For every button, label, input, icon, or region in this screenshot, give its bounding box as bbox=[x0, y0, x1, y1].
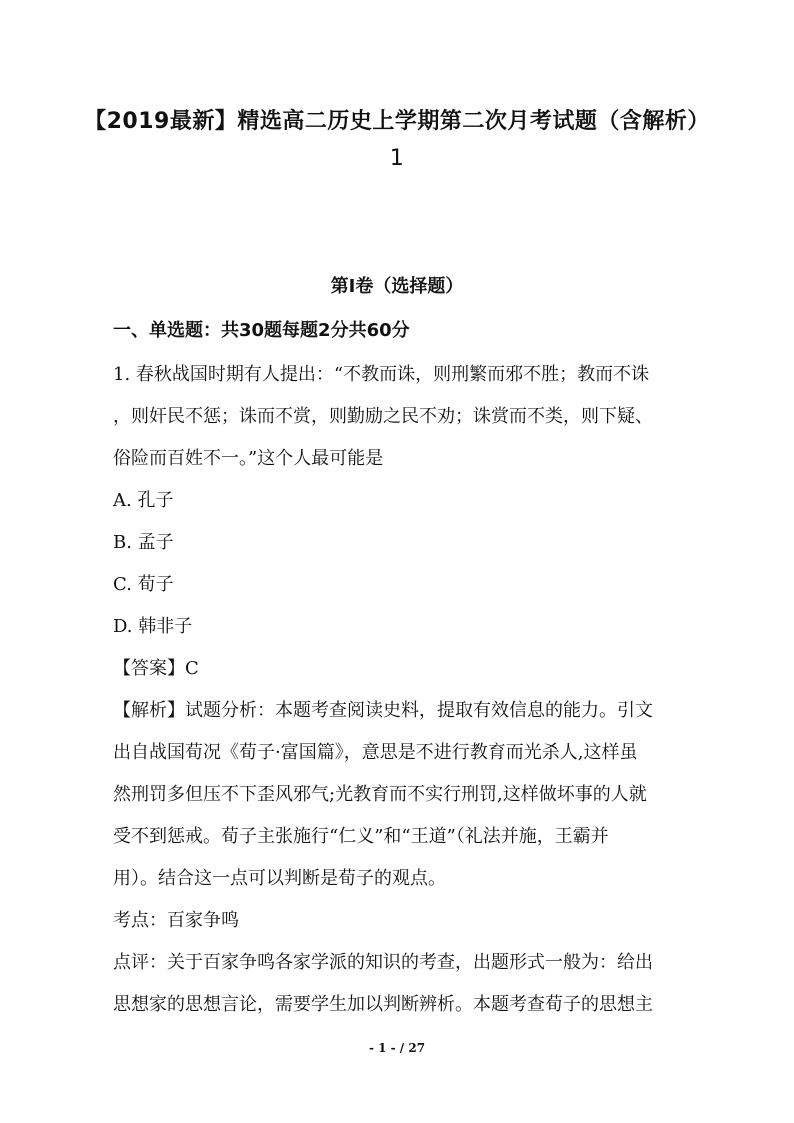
analysis-line: 用）。结合这一点可以判断是荀子的观点。 bbox=[113, 868, 446, 889]
answer-line: 【答案】C bbox=[113, 658, 199, 679]
dianping-line: 点评：关于百家争鸣各家学派的知识的考查，出题形式一般为：给出 bbox=[113, 952, 653, 973]
analysis-line: 受不到惩戒。荀子主张施行“仁义”和“王道”（礼法并施，王霸并 bbox=[113, 826, 609, 847]
document-title-continuation: 1 bbox=[389, 146, 405, 171]
dianping-line: 思想家的思想言论，需要学生加以判断辨析。本题考查荀子的思想主 bbox=[113, 994, 653, 1015]
option-c: C. 荀子 bbox=[113, 574, 174, 595]
page-number-footer: - 1 - / 27 bbox=[368, 1041, 426, 1055]
question-line: 俗险而百姓不一。”这个人最可能是 bbox=[113, 448, 384, 469]
analysis-line: 然刑罚多但压不下歪风邪气;光教育而不实行刑罚,这样做坏事的人就 bbox=[113, 784, 647, 805]
analysis-line: 出自战国荀况《荀子·富国篇》，意思是不进行教育而光杀人,这样虽 bbox=[113, 742, 638, 763]
option-d: D. 韩非子 bbox=[113, 616, 193, 637]
section-heading: 一、单选题：共30题每题2分共60分 bbox=[113, 320, 410, 341]
question-line: 1. 春秋战国时期有人提出：“不教而诛，则刑繁而邪不胜；教而不诛 bbox=[113, 364, 650, 385]
volume-title: 第I卷（选择题） bbox=[330, 276, 464, 297]
question-line: ，则奸民不惩；诛而不赏，则勤励之民不劝；诛赏而不类，则下疑、 bbox=[113, 406, 653, 427]
analysis-line: 【解析】试题分析：本题考查阅读史料，提取有效信息的能力。引文 bbox=[113, 700, 653, 721]
document-title: 【2019最新】精选高二历史上学期第二次月考试题（含解析） bbox=[84, 109, 710, 134]
option-b: B. 孟子 bbox=[113, 532, 174, 553]
option-a: A. 孔子 bbox=[113, 490, 174, 511]
kaodian-line: 考点：百家争鸣 bbox=[113, 910, 239, 931]
